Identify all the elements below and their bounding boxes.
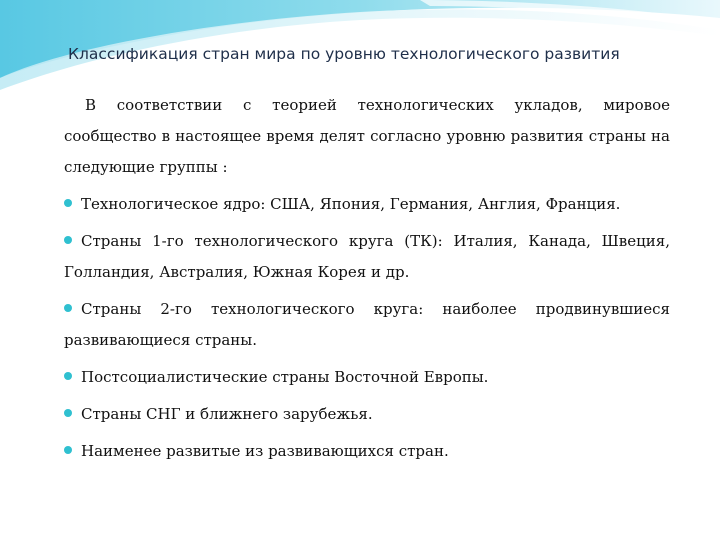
- list-item: [64, 189, 670, 220]
- bullet-icon: [64, 199, 72, 207]
- bullet-icon: [64, 446, 72, 454]
- list-item-text: Технологическое ядро: США, Япония, Германия, Англия, Франция.: [81, 195, 621, 213]
- bullet-icon: [64, 409, 72, 417]
- bullet-icon: [64, 236, 72, 244]
- list-item-text: Страны СНГ и ближнего зарубежья.: [81, 405, 373, 423]
- list-item-text: Постсоциалистические страны Восточной Европы.: [81, 368, 489, 386]
- list-item-text: Наименее развитые из развивающихся стран.: [81, 442, 449, 460]
- list-item: [64, 226, 670, 288]
- slide-body: [64, 90, 670, 473]
- intro-paragraph: В соответствии с теорией технологических укладов, мировое сообщество в настоящее время делят согласно уровню развития страны на следующие группы :: [64, 96, 670, 176]
- list-item: [64, 399, 670, 430]
- list-item: [64, 362, 670, 393]
- list-item: [64, 436, 670, 467]
- list-item-text: Страны 1-го технологического круга (ТК): Италия, Канада, Швеция, Голландия, Австралия, Южная Корея и др.: [64, 232, 670, 281]
- bullet-icon: [64, 304, 72, 312]
- list-item-text: Страны 2-го технологического круга: наиболее продвинувшиеся развивающиеся страны.: [64, 300, 670, 349]
- bullet-icon: [64, 372, 72, 380]
- slide-title: Классификация стран мира по уровню технологического развития: [68, 45, 620, 63]
- list-item: [64, 294, 670, 356]
